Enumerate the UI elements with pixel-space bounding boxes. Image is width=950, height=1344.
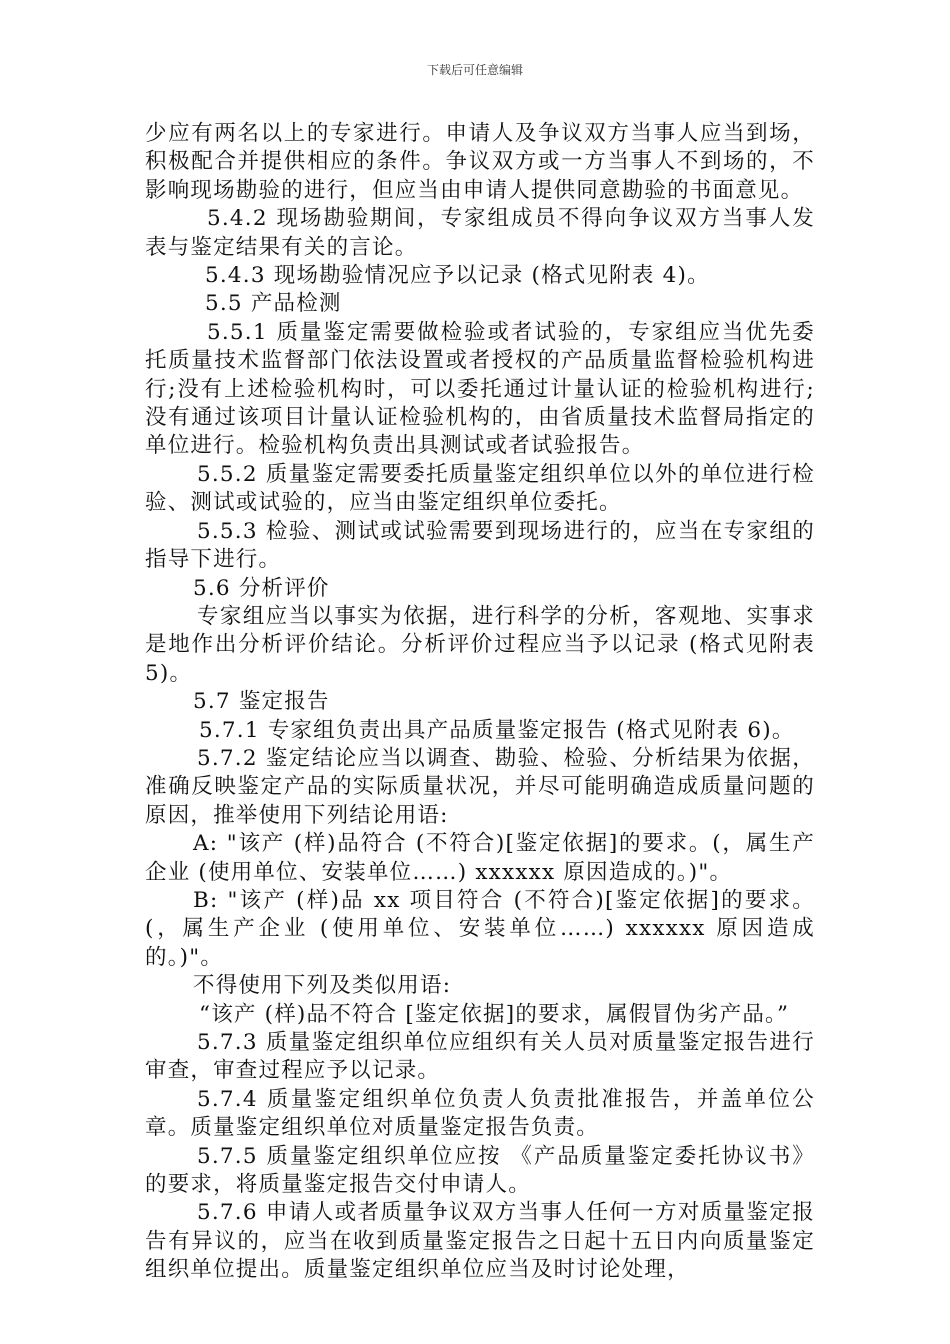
paragraph: 5.5.2 质量鉴定需要委托质量鉴定组织单位以外的单位进行检验、测试或试验的，应当由鉴定组织单位委托。 — [145, 461, 815, 516]
paragraph: 5.4.2 现场勘验期间，专家组成员不得向争议双方当事人发表与鉴定结果有关的言论。 — [145, 206, 815, 260]
section-heading: 5.7 鉴定报告 — [193, 689, 330, 715]
paragraph: 不得使用下列及类似用语: — [193, 973, 452, 999]
document-body — [145, 120, 815, 1285]
paragraph: 5.7.4 质量鉴定组织单位负责人负责批准报告，并盖单位公章。质量鉴定组织单位对质量鉴定报告负责。 — [145, 1086, 815, 1141]
paragraph: 专家组应当以事实为依据，进行科学的分析，客观地、实事求是地作出分析评价结论。分析评价过程应当予以记录 (格式见附表 5)。 — [145, 603, 815, 686]
page-header: 下载后可任意编辑 — [426, 63, 523, 77]
paragraph: 5.5.3 检验、测试或试验需要到现场进行的，应当在专家组的指导下进行。 — [145, 518, 815, 573]
paragraph: “该产 (样)品不符合 [鉴定依据]的要求，属假冒伪劣产品。” — [199, 1001, 790, 1027]
paragraph: B: "该产 (样)品 xx 项目符合 (不符合)[鉴定依据]的要求。(，属生产企业 (使用单位、安装单位……) xxxxxx 原因造成的。)"。 — [145, 887, 815, 970]
paragraph: 5.5.1 质量鉴定需要做检验或者试验的，专家组应当优先委托质量技术监督部门依法设置或者授权的产品质量监督检验机构进行;没有上述检验机构时，可以委托通过计量认证的检验机构进行;没有通过该项目计量认证检验机构的，由省质量技术监督局指定的单位进行。检验机构负责出具测试或者试验报告。 — [145, 319, 815, 459]
section-heading: 5.5 产品检测 — [205, 291, 342, 317]
paragraph: A: "该产 (样)品符合 (不符合)[鉴定依据]的要求。(，属生产企业 (使用单位、安装单位……) xxxxxx 原因造成的。)"。 — [145, 831, 815, 885]
paragraph: 5.7.5 质量鉴定组织单位应按 《产品质量鉴定委托协议书》的要求，将质量鉴定报告交付申请人。 — [145, 1143, 815, 1198]
paragraph: 5.7.2 鉴定结论应当以调查、勘验、检验、分析结果为依据，准确反映鉴定产品的实际质量状况，并尽可能明确造成质量问题的原因，推举使用下列结论用语: — [145, 745, 815, 828]
paragraph: 5.4.3 现场勘验情况应予以记录 (格式见附表 4)。 — [205, 263, 710, 289]
paragraph: 5.7.1 专家组负责出具产品质量鉴定报告 (格式见附表 6)。 — [199, 717, 795, 743]
paragraph: 少应有两名以上的专家进行。申请人及争议双方当事人应当到场，积极配合并提供相应的条件。争议双方或一方当事人不到场的，不影响现场勘验的进行，但应当由申请人提供同意勘验的书面意见。 — [145, 121, 815, 203]
section-heading: 5.6 分析评价 — [193, 575, 330, 601]
paragraph: 5.7.6 申请人或者质量争议双方当事人任何一方对质量鉴定报告有异议的，应当在收到质量鉴定报告之日起十五日内向质量鉴定组织单位提出。质量鉴定组织单位应当及时讨论处理， — [145, 1200, 815, 1283]
paragraph: 5.7.3 质量鉴定组织单位应组织有关人员对质量鉴定报告进行审查，审查过程应予以记录。 — [145, 1030, 815, 1084]
